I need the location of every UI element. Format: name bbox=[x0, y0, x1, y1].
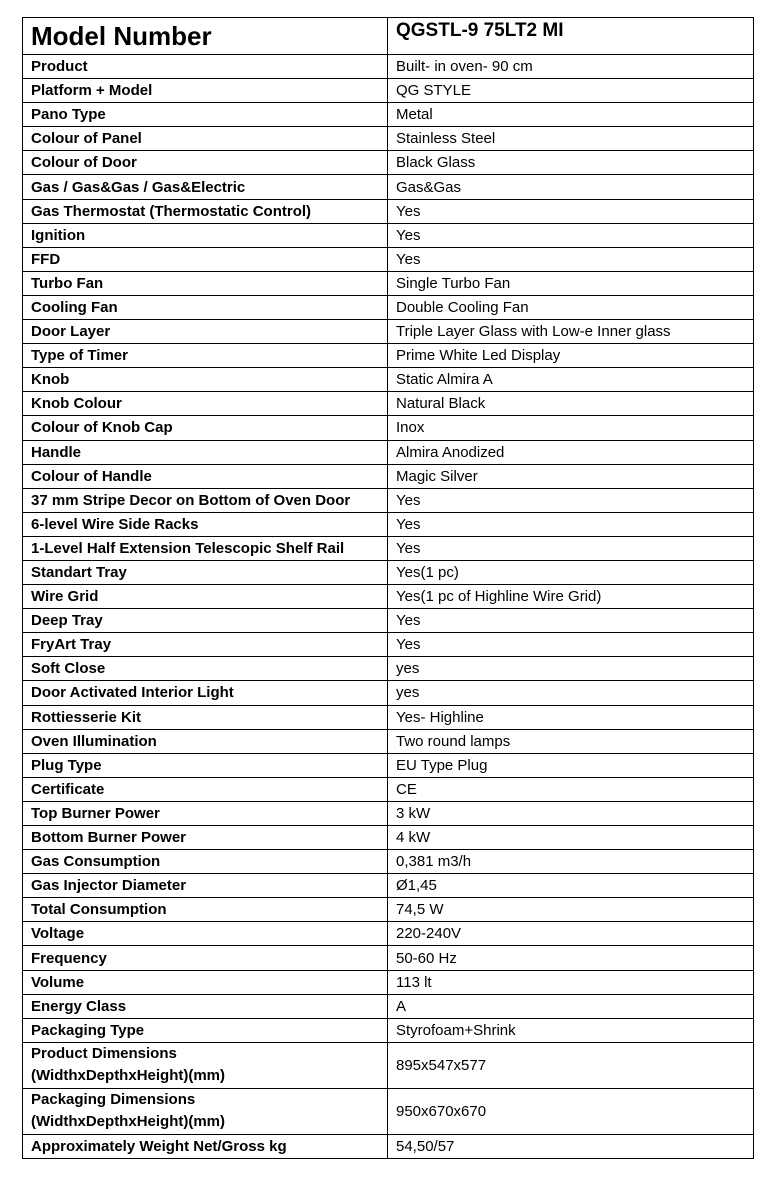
spec-row bbox=[23, 512, 754, 536]
spec-row bbox=[23, 970, 754, 994]
spec-row bbox=[23, 705, 754, 729]
spec-key: Turbo Fan bbox=[23, 271, 388, 295]
spec-value: 0,381 m3/h bbox=[388, 850, 754, 874]
spec-row-multiline bbox=[23, 1042, 754, 1088]
spec-value: Two round lamps bbox=[388, 729, 754, 753]
spec-value: Yes bbox=[388, 633, 754, 657]
spec-row bbox=[23, 175, 754, 199]
spec-row bbox=[23, 898, 754, 922]
spec-row bbox=[23, 103, 754, 127]
spec-value: Yes bbox=[388, 223, 754, 247]
spec-key: 37 mm Stripe Decor on Bottom of Oven Door bbox=[23, 488, 388, 512]
spec-key: Gas / Gas&Gas / Gas&Electric bbox=[23, 175, 388, 199]
spec-table bbox=[22, 17, 754, 1159]
spec-row bbox=[23, 681, 754, 705]
spec-value: Built- in oven- 90 cm bbox=[388, 55, 754, 79]
spec-row bbox=[23, 223, 754, 247]
spec-key: Soft Close bbox=[23, 657, 388, 681]
spec-row bbox=[23, 416, 754, 440]
spec-value: A bbox=[388, 994, 754, 1018]
spec-key: Knob bbox=[23, 368, 388, 392]
spec-row bbox=[23, 609, 754, 633]
spec-key: Certificate bbox=[23, 777, 388, 801]
spec-row bbox=[23, 247, 754, 271]
spec-row bbox=[23, 79, 754, 103]
spec-row bbox=[23, 271, 754, 295]
spec-value: Single Turbo Fan bbox=[388, 271, 754, 295]
spec-value: 74,5 W bbox=[388, 898, 754, 922]
spec-row bbox=[23, 1134, 754, 1158]
spec-row bbox=[23, 344, 754, 368]
spec-key: Ignition bbox=[23, 223, 388, 247]
spec-key: Standart Tray bbox=[23, 560, 388, 584]
spec-value: yes bbox=[388, 657, 754, 681]
spec-key: Wire Grid bbox=[23, 585, 388, 609]
spec-key: Colour of Panel bbox=[23, 127, 388, 151]
spec-key: Type of Timer bbox=[23, 344, 388, 368]
spec-key-line: Product Dimensions bbox=[31, 1045, 177, 1063]
spec-row bbox=[23, 368, 754, 392]
spec-key: Colour of Door bbox=[23, 151, 388, 175]
spec-key bbox=[23, 1088, 388, 1134]
spec-row bbox=[23, 633, 754, 657]
spec-key bbox=[23, 1042, 388, 1088]
spec-key: Total Consumption bbox=[23, 898, 388, 922]
spec-value: Metal bbox=[388, 103, 754, 127]
spec-value: Yes bbox=[388, 488, 754, 512]
spec-key: Oven Illumination bbox=[23, 729, 388, 753]
spec-key: Gas Injector Diameter bbox=[23, 874, 388, 898]
header-value: QGSTL-9 75LT2 MI bbox=[388, 18, 754, 55]
spec-value: Double Cooling Fan bbox=[388, 295, 754, 319]
spec-key: Frequency bbox=[23, 946, 388, 970]
spec-key-line: (WidthxDepthxHeight)(mm) bbox=[31, 1113, 226, 1131]
spec-row bbox=[23, 127, 754, 151]
spec-value: Magic Silver bbox=[388, 464, 754, 488]
spec-key: FFD bbox=[23, 247, 388, 271]
spec-value: Yes bbox=[388, 199, 754, 223]
spec-row bbox=[23, 729, 754, 753]
spec-key: Knob Colour bbox=[23, 392, 388, 416]
spec-key: Gas Thermostat (Thermostatic Control) bbox=[23, 199, 388, 223]
spec-row bbox=[23, 657, 754, 681]
spec-key: Pano Type bbox=[23, 103, 388, 127]
spec-value: EU Type Plug bbox=[388, 753, 754, 777]
spec-row bbox=[23, 199, 754, 223]
spec-key: Platform + Model bbox=[23, 79, 388, 103]
spec-value: QG STYLE bbox=[388, 79, 754, 103]
spec-row bbox=[23, 994, 754, 1018]
spec-value: Yes- Highline bbox=[388, 705, 754, 729]
spec-row bbox=[23, 560, 754, 584]
spec-value: Static Almira A bbox=[388, 368, 754, 392]
spec-value: Inox bbox=[388, 416, 754, 440]
spec-key: 1-Level Half Extension Telescopic Shelf Rail bbox=[23, 536, 388, 560]
spec-value: Triple Layer Glass with Low-e Inner glass bbox=[388, 320, 754, 344]
spec-value: Stainless Steel bbox=[388, 127, 754, 151]
spec-value: 54,50/57 bbox=[388, 1134, 754, 1158]
spec-table-body bbox=[23, 18, 754, 1159]
spec-key: Volume bbox=[23, 970, 388, 994]
spec-value: Yes(1 pc) bbox=[388, 560, 754, 584]
spec-row bbox=[23, 295, 754, 319]
spec-key: Colour of Handle bbox=[23, 464, 388, 488]
spec-row bbox=[23, 151, 754, 175]
spec-value: yes bbox=[388, 681, 754, 705]
spec-key-line: Packaging Dimensions bbox=[31, 1091, 196, 1109]
spec-key: Approximately Weight Net/Gross kg bbox=[23, 1134, 388, 1158]
spec-key: Door Activated Interior Light bbox=[23, 681, 388, 705]
spec-value: Yes bbox=[388, 609, 754, 633]
spec-value: Black Glass bbox=[388, 151, 754, 175]
spec-key: FryArt Tray bbox=[23, 633, 388, 657]
spec-row bbox=[23, 850, 754, 874]
spec-key: Product bbox=[23, 55, 388, 79]
spec-row bbox=[23, 801, 754, 825]
spec-key: Plug Type bbox=[23, 753, 388, 777]
spec-row bbox=[23, 585, 754, 609]
spec-row bbox=[23, 55, 754, 79]
spec-key: Handle bbox=[23, 440, 388, 464]
spec-value: Yes bbox=[388, 512, 754, 536]
spec-row bbox=[23, 946, 754, 970]
spec-value: Styrofoam+Shrink bbox=[388, 1018, 754, 1042]
spec-key: Colour of Knob Cap bbox=[23, 416, 388, 440]
spec-key: Bottom Burner Power bbox=[23, 826, 388, 850]
spec-key: Energy Class bbox=[23, 994, 388, 1018]
spec-row bbox=[23, 464, 754, 488]
spec-row bbox=[23, 392, 754, 416]
spec-value: 950x670x670 bbox=[388, 1088, 754, 1134]
spec-key-line: (WidthxDepthxHeight)(mm) bbox=[31, 1067, 226, 1085]
spec-value: 113 lt bbox=[388, 970, 754, 994]
spec-key: Rottiesserie Kit bbox=[23, 705, 388, 729]
spec-value: Prime White Led Display bbox=[388, 344, 754, 368]
spec-key: Door Layer bbox=[23, 320, 388, 344]
spec-value: 895x547x577 bbox=[388, 1042, 754, 1088]
spec-key: 6-level Wire Side Racks bbox=[23, 512, 388, 536]
spec-row bbox=[23, 826, 754, 850]
spec-row bbox=[23, 1018, 754, 1042]
spec-key: Cooling Fan bbox=[23, 295, 388, 319]
spec-value: 220-240V bbox=[388, 922, 754, 946]
spec-key: Deep Tray bbox=[23, 609, 388, 633]
spec-value: Yes bbox=[388, 247, 754, 271]
spec-row bbox=[23, 536, 754, 560]
spec-value: Almira Anodized bbox=[388, 440, 754, 464]
spec-row bbox=[23, 753, 754, 777]
spec-key: Packaging Type bbox=[23, 1018, 388, 1042]
spec-value: Yes(1 pc of Highline Wire Grid) bbox=[388, 585, 754, 609]
spec-row bbox=[23, 488, 754, 512]
spec-value: 4 kW bbox=[388, 826, 754, 850]
spec-row bbox=[23, 440, 754, 464]
spec-row-multiline bbox=[23, 1088, 754, 1134]
spec-value: 3 kW bbox=[388, 801, 754, 825]
spec-value: Natural Black bbox=[388, 392, 754, 416]
header-key: Model Number bbox=[23, 18, 388, 55]
spec-row bbox=[23, 320, 754, 344]
spec-value: Gas&Gas bbox=[388, 175, 754, 199]
spec-key: Gas Consumption bbox=[23, 850, 388, 874]
spec-key: Top Burner Power bbox=[23, 801, 388, 825]
spec-value: 50-60 Hz bbox=[388, 946, 754, 970]
spec-row bbox=[23, 922, 754, 946]
header-row bbox=[23, 18, 754, 55]
spec-key: Voltage bbox=[23, 922, 388, 946]
spec-value: Ø1,45 bbox=[388, 874, 754, 898]
spec-row bbox=[23, 777, 754, 801]
spec-value: Yes bbox=[388, 536, 754, 560]
spec-row bbox=[23, 874, 754, 898]
spec-value: CE bbox=[388, 777, 754, 801]
